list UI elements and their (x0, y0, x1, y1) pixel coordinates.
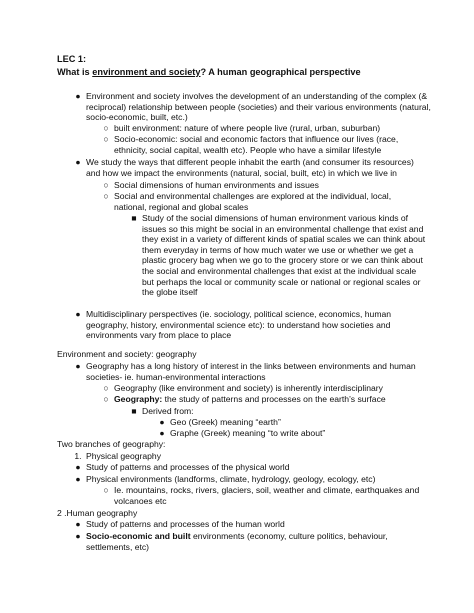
list-item-text: Environment and society involves the development of an understanding of the complex (& reciprocal) relationship between people (societies) and their various environments (natural, socio-economic, built, etc.) (86, 91, 431, 123)
list-item-text: Socio-economic: social and economic factors that influence our lives (race, ethnicity, social capital, wealth etc). People who have a similar lifestyle (114, 134, 399, 155)
lecture-label: LEC 1: (57, 54, 87, 64)
list-item (103, 383, 430, 394)
list-item-text: Geography (like environment and society) is inherently interdisciplinary (114, 383, 383, 393)
list-item (103, 394, 430, 405)
term-bold: Socio-economic and built (86, 531, 191, 541)
bullet-icon: ● (75, 309, 81, 319)
list-item-text: Physical geography (86, 451, 162, 461)
list-item-text: environments (economy, culture politics, behaviour, settlements, etc) (86, 531, 388, 552)
numbered-heading: 2 .Human geography (57, 508, 138, 518)
list-item (159, 417, 430, 428)
list-item-text: Study of patterns and processes of the human world (86, 519, 285, 529)
bullet-icon: ● (75, 519, 81, 529)
term-bold: Geography: (114, 394, 163, 404)
list-item (103, 485, 430, 506)
list-item-text: Derived from: (142, 406, 194, 416)
list-item (75, 309, 416, 341)
list-item-text: Study of the social dimensions of human environment various kinds of issues so this might be social in an environmental challenge that exist and they exist in a variety of different kinds of spatial scales we can think about them everyday in terms of how much water we use or whether we get a plastic grocery bag when we go to the grocery store or we can think about the social and environmental challenges that exist at the individual scale but perhaps the local or community scale or national or regional scales or the globe itself (142, 213, 426, 298)
list-item (75, 157, 426, 178)
list-item-text: Social dimensions of human environments and issues (114, 180, 319, 190)
bullet-icon: ● (75, 91, 81, 101)
list-item (75, 531, 401, 552)
section-heading: Environment and society: geography (57, 349, 197, 359)
circle-bullet-icon: ○ (103, 191, 109, 201)
list-item-text: Graphe (Greek) meaning “to write about” (170, 428, 326, 438)
list-item-text: Geo (Greek) meaning “earth” (170, 417, 281, 427)
list-item-text: Geography has a long history of interest in the links between environments and human societies- ie. human-environmental interactions (86, 361, 416, 382)
list-item (75, 474, 431, 485)
list-item (103, 134, 414, 155)
bullet-icon: ● (75, 462, 81, 472)
title-prefix: What is (57, 67, 93, 77)
list-item (131, 406, 430, 417)
bullet-icon: ● (75, 531, 81, 541)
numbered-item (74, 451, 431, 462)
list-item (103, 180, 430, 191)
list-item (75, 462, 431, 473)
circle-bullet-icon: ○ (103, 134, 109, 144)
list-item (75, 361, 431, 382)
bullet-icon: ● (159, 428, 165, 438)
list-item-text: Social and environmental challenges are explored at the individual, local, national, regional and global scales (114, 191, 392, 212)
circle-bullet-icon: ○ (103, 485, 109, 495)
list-item (103, 123, 430, 134)
bullet-icon: ● (159, 417, 165, 427)
circle-bullet-icon: ○ (103, 383, 109, 393)
circle-bullet-icon: ○ (103, 180, 109, 190)
number-marker: 1. (74, 451, 82, 461)
section-heading: Two branches of geography: (57, 439, 166, 449)
title-suffix: ? A human geographical perspective (200, 67, 361, 77)
list-item (75, 91, 431, 123)
bullet-icon: ● (75, 474, 81, 484)
bullet-icon: ● (75, 157, 81, 167)
circle-bullet-icon: ○ (103, 394, 109, 404)
list-item-text: Physical environments (landforms, climate, hydrology, geology, ecology, etc) (86, 474, 376, 484)
bullet-icon: ● (75, 361, 81, 371)
title-underlined: environment and society (92, 67, 201, 77)
list-item (131, 213, 430, 298)
list-item-text: the study of patterns and processes on the earth’s surface (162, 394, 386, 404)
page-title (57, 67, 361, 78)
list-item-text: Study of patterns and processes of the physical world (86, 462, 290, 472)
square-bullet-icon: ■ (131, 213, 137, 223)
circle-bullet-icon: ○ (103, 123, 109, 133)
list-item-text: We study the ways that different people inhabit the earth (and consumer its resources) and how we impact the environments (natural, social, built, etc) in which we live in (86, 157, 414, 178)
list-item (103, 191, 414, 212)
list-item-text: Multidisciplinary perspectives (ie. sociology, political science, economics, human geography, history, environmental science etc): to understand how societies and environments vary from place to place (86, 309, 392, 341)
list-item-text: Ie. mountains, rocks, rivers, glaciers, soil, weather and climate, earthquakes and volcanoes etc (114, 485, 420, 506)
list-item-text: built environment: nature of where people live (rural, urban, suburban) (114, 123, 381, 133)
list-item (159, 428, 430, 439)
list-item (75, 519, 431, 530)
square-bullet-icon: ■ (131, 406, 137, 416)
